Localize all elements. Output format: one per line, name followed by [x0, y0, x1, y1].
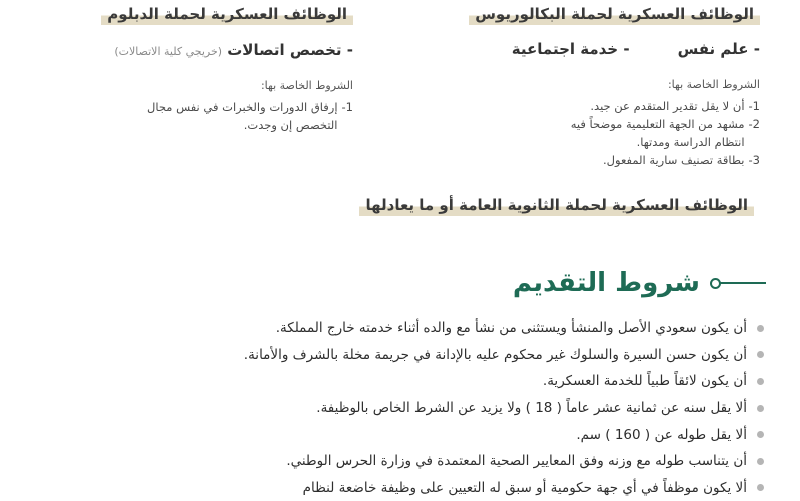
list-item: أن يكون سعودي الأصل والمنشأ ويستثنى من نشأ مع والده أثناء خدمته خارج المملكة.	[44, 315, 764, 342]
bachelor-majors	[380, 40, 760, 58]
list-item: 3- بطاقة تصنيف سارية المفعول.	[603, 153, 760, 167]
bullet-icon	[757, 351, 764, 358]
list-item: 2- مشهد من الجهة التعليمية موضحاً فيه انتظام الدراسة ومدتها.	[570, 117, 760, 149]
diploma-major	[33, 40, 353, 59]
decorative-line	[720, 282, 766, 284]
bullet-icon	[757, 458, 764, 465]
bachelor-conditions-title: الشروط الخاصة بها:	[667, 78, 760, 91]
secondary-heading: الوظائف العسكرية لحملة الثانوية العامة أو ما يعادلها	[359, 196, 754, 216]
list-item: ألا يقل طوله عن ( 160 ) سم.	[44, 421, 764, 448]
bachelor-conditions-list	[560, 97, 760, 169]
apply-conditions-list	[44, 315, 764, 501]
list-item: ألا يقل سنه عن ثمانية عشر عاماً ( 18 ) ولا يزيد عن الشرط الخاص بالوظيفة.	[44, 395, 764, 422]
bachelor-heading: الوظائف العسكرية لحملة البكالوريوس	[469, 5, 760, 25]
diploma-heading: الوظائف العسكرية لحملة الدبلوم	[101, 5, 353, 25]
diploma-conditions-list	[108, 98, 353, 134]
list-item: 1- إرفاق الدورات والخبرات في نفس مجال التخصص إن وجدت.	[146, 100, 353, 132]
list-item: أن يتناسب طوله مع وزنه وفق المعايير الصحية المعتمدة في وزارة الحرس الوطني.	[44, 448, 764, 475]
diploma-section	[33, 4, 353, 134]
apply-title-row	[513, 268, 766, 298]
bullet-icon	[757, 325, 764, 332]
major-social-service: - خدمة اجتماعية	[511, 40, 630, 58]
major-telecom-note: (خريجي كلية الاتصالات)	[114, 45, 223, 58]
bullet-icon	[757, 431, 764, 438]
bullet-icon	[757, 484, 764, 491]
list-item: أن يكون لائقاً طبياً للخدمة العسكرية.	[44, 368, 764, 395]
bachelor-section	[380, 4, 760, 169]
apply-title: شروط التقديم	[512, 268, 700, 298]
list-item: 1- أن لا يقل تقدير المتقدم عن جيد.	[590, 99, 760, 113]
decorative-dot	[710, 278, 721, 289]
major-telecom: - تخصص اتصالات	[227, 41, 353, 59]
list-item: أن يكون حسن السيرة والسلوك غير محكوم عليه بالإدانة في جريمة مخلة بالشرف والأمانة.	[44, 342, 764, 369]
major-psychology: - علم نفس	[677, 40, 760, 58]
list-item: ألا يكون موظفاً في أي جهة حكومية أو سبق له التعيين على وظيفة خاضعة لنظام	[44, 475, 764, 501]
bullet-icon	[757, 378, 764, 385]
bullet-icon	[757, 405, 764, 412]
diploma-conditions-title: الشروط الخاصة بها:	[260, 79, 353, 92]
